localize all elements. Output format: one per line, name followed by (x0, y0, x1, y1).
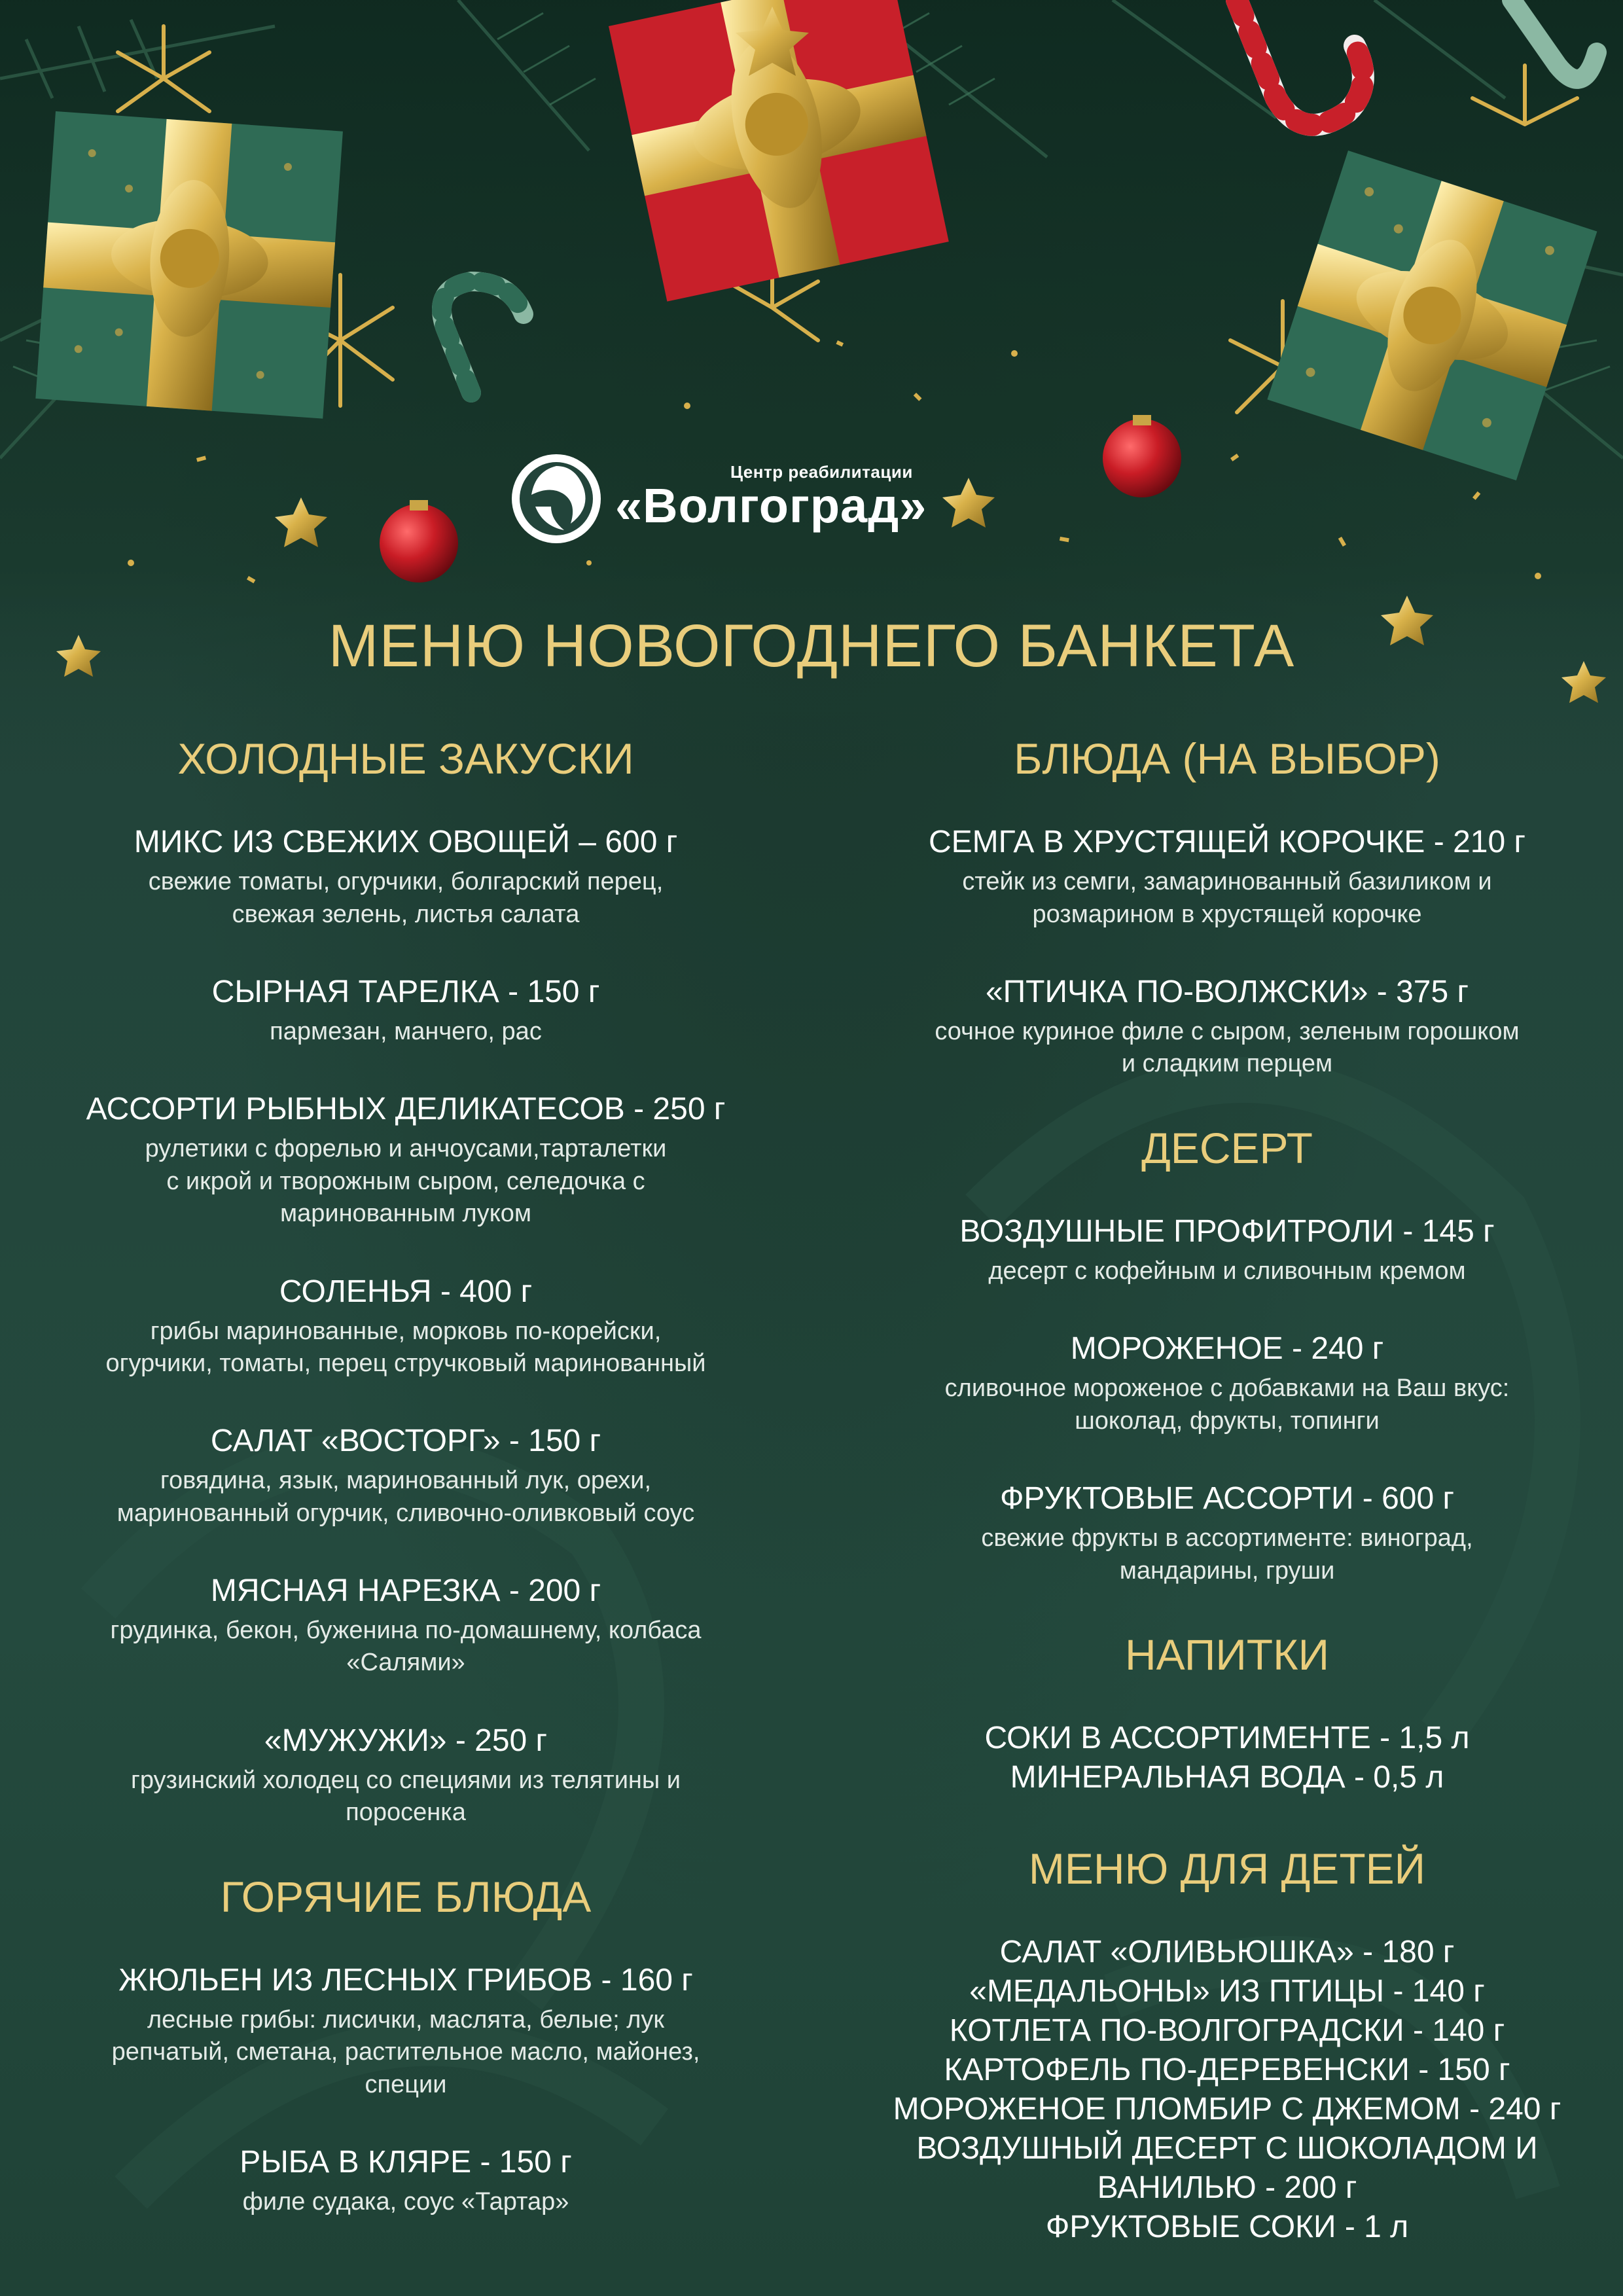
menu-item (851, 1212, 1603, 1287)
desc-line: с икрой и творожным сыром, селедочка с (166, 1167, 645, 1195)
menu-item (33, 823, 779, 931)
desc-line: мандарины, груши (1119, 1556, 1335, 1585)
section-title: ГОРЯЧИЕ БЛЮДА (220, 1872, 592, 1921)
desc-line: и сладким перцем (1121, 1050, 1333, 1078)
item-name: СОЛЕНЬЯ - 400 г (279, 1274, 533, 1309)
logo-emblem-icon (509, 452, 603, 546)
item-name: МЯСНАЯ НАРЕЗКА - 200 г (210, 1573, 601, 1609)
desc-line: лесные грибы: лисички, маслята, белые; лук (147, 2005, 665, 2034)
item-description (33, 1316, 779, 1380)
menu-item (851, 1479, 1603, 1587)
menu-item (33, 973, 779, 1048)
item-description (33, 1615, 779, 1679)
drink-line: МИНЕРАЛЬНАЯ ВОДА - 0,5 л (1010, 1760, 1444, 1795)
item-description (33, 1765, 779, 1829)
brand-logo (509, 452, 927, 550)
section-dessert (851, 1122, 1603, 1587)
kids-menu-line: «МЕДАЛЬОНЫ» ИЗ ПТИЦЫ - 140 г (969, 1974, 1485, 2009)
desc-line: свежие томаты, огурчики, болгарский перец, (148, 868, 664, 896)
section-title: ДЕСЕРТ (1141, 1123, 1313, 1172)
desc-line: грузинский холодец со специями из телятины и (130, 1766, 681, 1794)
kids-menu-line: ФРУКТОВЫЕ СОКИ - 1 л (1045, 2210, 1409, 2245)
desc-line: маринованный огурчик, сливочно-оливковый соус (116, 1499, 695, 1527)
desc-line: «Салями» (346, 1649, 465, 1677)
desc-line: маринованным луком (279, 1200, 532, 1228)
item-name: «ПТИЧКА ПО-ВОЛЖСКИ» - 375 г (985, 974, 1469, 1009)
item-name: МИКС ИЗ СВЕЖИХ ОВОЩЕЙ – 600 г (134, 825, 678, 860)
item-description (33, 2186, 779, 2218)
kids-menu-line: КАРТОФЕЛЬ ПО-ДЕРЕВЕНСКИ - 150 г (944, 2053, 1510, 2088)
drinks-list (851, 1719, 1603, 1797)
item-description (33, 1016, 779, 1048)
item-description (851, 866, 1603, 931)
desc-line: рулетики с форелью и анчоусами,тарталетки (145, 1135, 667, 1163)
menu-item (33, 1961, 779, 2101)
desc-line: специи (365, 2070, 447, 2098)
desc-line: пармезан, манчего, рас (270, 1017, 542, 1045)
section-main-choice (851, 733, 1603, 1081)
menu-item (33, 1090, 779, 1230)
kids-menu-line: ВАНИЛЬЮ - 200 г (1097, 2170, 1357, 2206)
item-description (851, 1255, 1603, 1287)
item-name: ЖЮЛЬЕН ИЗ ЛЕСНЫХ ГРИБОВ - 160 г (118, 1962, 693, 1998)
kids-menu-line: САЛАТ «ОЛИВЬЮШКА» - 180 г (999, 1935, 1455, 1970)
item-name: СЫРНАЯ ТАРЕЛКА - 150 г (211, 974, 600, 1009)
right-column (851, 733, 1603, 2247)
menu-item (851, 1329, 1603, 1437)
kids-menu-line: КОТЛЕТА ПО-ВОЛГОГРАДСКИ - 140 г (949, 2013, 1505, 2049)
section-title: ХОЛОДНЫЕ ЗАКУСКИ (177, 734, 634, 783)
kids-menu-line: МОРОЖЕНОЕ ПЛОМБИР С ДЖЕМОМ - 240 г (893, 2092, 1561, 2127)
section-title: БЛЮДА (НА ВЫБОР) (1014, 734, 1440, 783)
menu-item (851, 823, 1603, 931)
logo-subtitle: Центр реабилитации (730, 462, 913, 482)
kids-menu-list (851, 1933, 1603, 2247)
menu-item (33, 1721, 779, 1829)
menu-item (33, 1422, 779, 1530)
kids-menu-line: ВОЗДУШНЫЙ ДЕСЕРТ С ШОКОЛАДОМ И (916, 2131, 1538, 2166)
desc-line: стейк из семги, замаринованный базиликом и (962, 868, 1492, 896)
item-description (851, 1016, 1603, 1081)
desc-line: свежие фрукты в ассортименте: виноград, (981, 1524, 1473, 1552)
desc-line: говядина, язык, маринованный лук, орехи, (160, 1467, 652, 1495)
item-description (851, 1522, 1603, 1587)
desc-line: десерт с кофейным и сливочным кремом (988, 1257, 1466, 1285)
desc-line: свежая зелень, листья салата (232, 900, 580, 928)
left-column (33, 733, 779, 2260)
desc-line: розмарином в хрустящей корочке (1032, 900, 1422, 928)
item-name: АССОРТИ РЫБНЫХ ДЕЛИКАТЕСОВ - 250 г (86, 1092, 726, 1127)
desc-line: репчатый, сметана, растительное масло, майонез, (111, 2038, 700, 2066)
item-name: «МУЖУЖИ» - 250 г (264, 1723, 548, 1758)
item-name: РЫБА В КЛЯРЕ - 150 г (240, 2145, 572, 2180)
section-drinks (851, 1629, 1603, 1797)
section-cold-appetizers (33, 733, 779, 1829)
menu-item (33, 1571, 779, 1679)
desc-line: филе судака, соус «Тартар» (242, 2188, 569, 2216)
desc-line: грудинка, бекон, буженина по-домашнему, колбаса (110, 1617, 702, 1645)
desc-line: поросенка (346, 1799, 466, 1827)
item-name: САЛАТ «ВОСТОРГ» - 150 г (210, 1424, 601, 1459)
item-description (851, 1372, 1603, 1437)
logo-name: «Волгоград» (615, 478, 927, 533)
section-kids-menu (851, 1843, 1603, 2247)
desc-line: грибы маринованные, морковь по-корейски, (150, 1317, 662, 1345)
page-title: МЕНЮ НОВОГОДНЕГО БАНКЕТА (328, 613, 1295, 679)
item-name: СЕМГА В ХРУСТЯЩЕЙ КОРОЧКЕ - 210 г (928, 825, 1526, 860)
item-description (33, 2004, 779, 2101)
desc-line: шоколад, фрукты, топинги (1075, 1407, 1380, 1435)
item-description (33, 866, 779, 931)
menu-item (33, 2143, 779, 2218)
item-name: ФРУКТОВЫЕ АССОРТИ - 600 г (999, 1481, 1455, 1516)
menu-item (851, 973, 1603, 1081)
section-title: НАПИТКИ (1124, 1630, 1330, 1679)
desc-line: сливочное мороженое с добавками на Ваш вкус: (944, 1374, 1510, 1403)
item-name: МОРОЖЕНОЕ - 240 г (1070, 1331, 1384, 1367)
item-name: ВОЗДУШНЫЕ ПРОФИТРОЛИ - 145 г (959, 1213, 1495, 1249)
drink-line: СОКИ В АССОРТИМЕНТЕ - 1,5 л (984, 1721, 1470, 1756)
menu-item (33, 1272, 779, 1380)
desc-line: огурчики, томаты, перец стручковый маринованный (105, 1349, 706, 1377)
section-hot-dishes (33, 1871, 779, 2219)
item-description (33, 1465, 779, 1530)
section-title: МЕНЮ ДЛЯ ДЕТЕЙ (1028, 1844, 1426, 1893)
item-description (33, 1133, 779, 1230)
desc-line: сочное куриное филе с сыром, зеленым горошком (935, 1017, 1520, 1045)
